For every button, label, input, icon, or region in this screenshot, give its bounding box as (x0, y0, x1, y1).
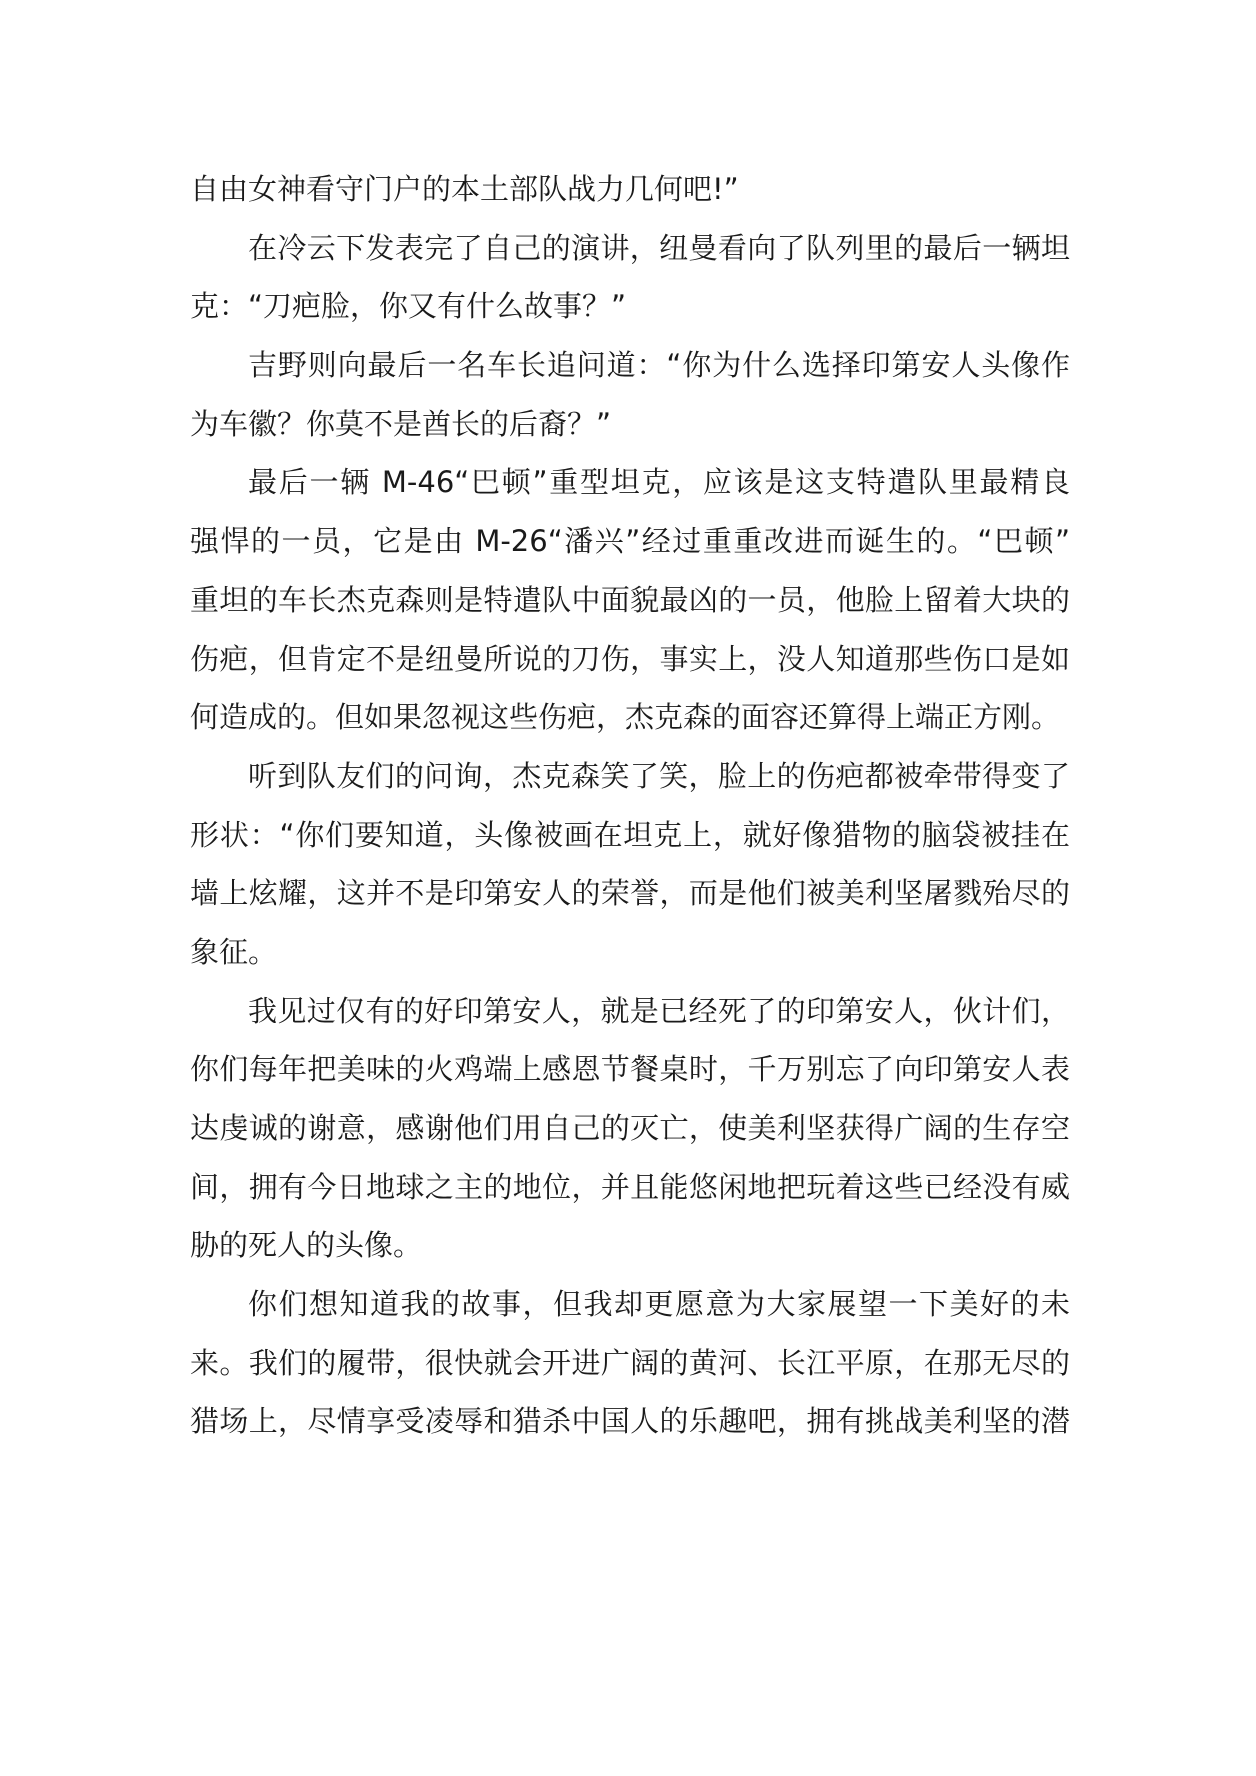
body-text (190, 160, 1070, 1451)
text-line: 猎场上，尽情享受凌辱和猎杀中国人的乐趣吧，拥有挑战美利坚的潜 (190, 1404, 1070, 1439)
text-line: 在冷云下发表完了自己的演讲，纽曼看向了队列里的最后一辆坦 (248, 230, 1070, 265)
text-line: 重坦的车长杰克森则是特遣队中面貌最凶的一员，他脸上留着大块的 (190, 582, 1070, 617)
text-line: 胁的死人的头像。 (190, 1228, 423, 1263)
text-line: 间，拥有今日地球之主的地位，并且能悠闲地把玩着这些已经没有威 (190, 1169, 1070, 1204)
text-line: 你们想知道我的故事，但我却更愿意为大家展望一下美好的未 (248, 1287, 1070, 1322)
text-line: 来。我们的履带，很快就会开进广阔的黄河、长江平原，在那无尽的 (190, 1345, 1070, 1380)
text-line: 墙上炫耀，这并不是印第安人的荣誉，而是他们被美利坚屠戮殆尽的 (190, 876, 1070, 911)
text-line: 我见过仅有的好印第安人，就是已经死了的印第安人，伙计们， (248, 993, 1070, 1028)
text-line: 最后一辆 M-46“巴顿”重型坦克，应该是这支特遣队里最精良 (248, 465, 1070, 500)
text-line: 自由女神看守门户的本土部队战力几何吧!” (190, 172, 739, 206)
text-line: 形状：“你们要知道，头像被画在坦克上，就好像猎物的脑袋被挂在 (190, 817, 1070, 852)
text-line: 何造成的。但如果忽视这些伤疤，杰克森的面容还算得上端正方刚。 (190, 700, 1061, 735)
text-line: 为车徽？你莫不是酋长的后裔？” (190, 406, 612, 441)
text-line: 伤疤，但肯定不是纽曼所说的刀伤，事实上，没人知道那些伤口是如 (190, 641, 1070, 676)
text-line: 达虔诚的谢意，感谢他们用自己的灭亡，使美利坚获得广阔的生存空 (190, 1111, 1070, 1145)
text-line: 你们每年把美味的火鸡端上感恩节餐桌时，千万别忘了向印第安人表 (190, 1052, 1070, 1087)
text-line: 克：“刀疤脸，你又有什么故事？” (190, 289, 627, 324)
text-line: 强悍的一员，它是由 M-26“潘兴”经过重重改进而诞生的。“巴顿” (190, 524, 1070, 559)
text-line: 象征。 (190, 934, 278, 969)
text-line: 吉野则向最后一名车长追问道：“你为什么选择印第安人头像作 (248, 348, 1070, 383)
text-line: 听到队友们的问询，杰克森笑了笑，脸上的伤疤都被牵带得变了 (248, 758, 1070, 793)
